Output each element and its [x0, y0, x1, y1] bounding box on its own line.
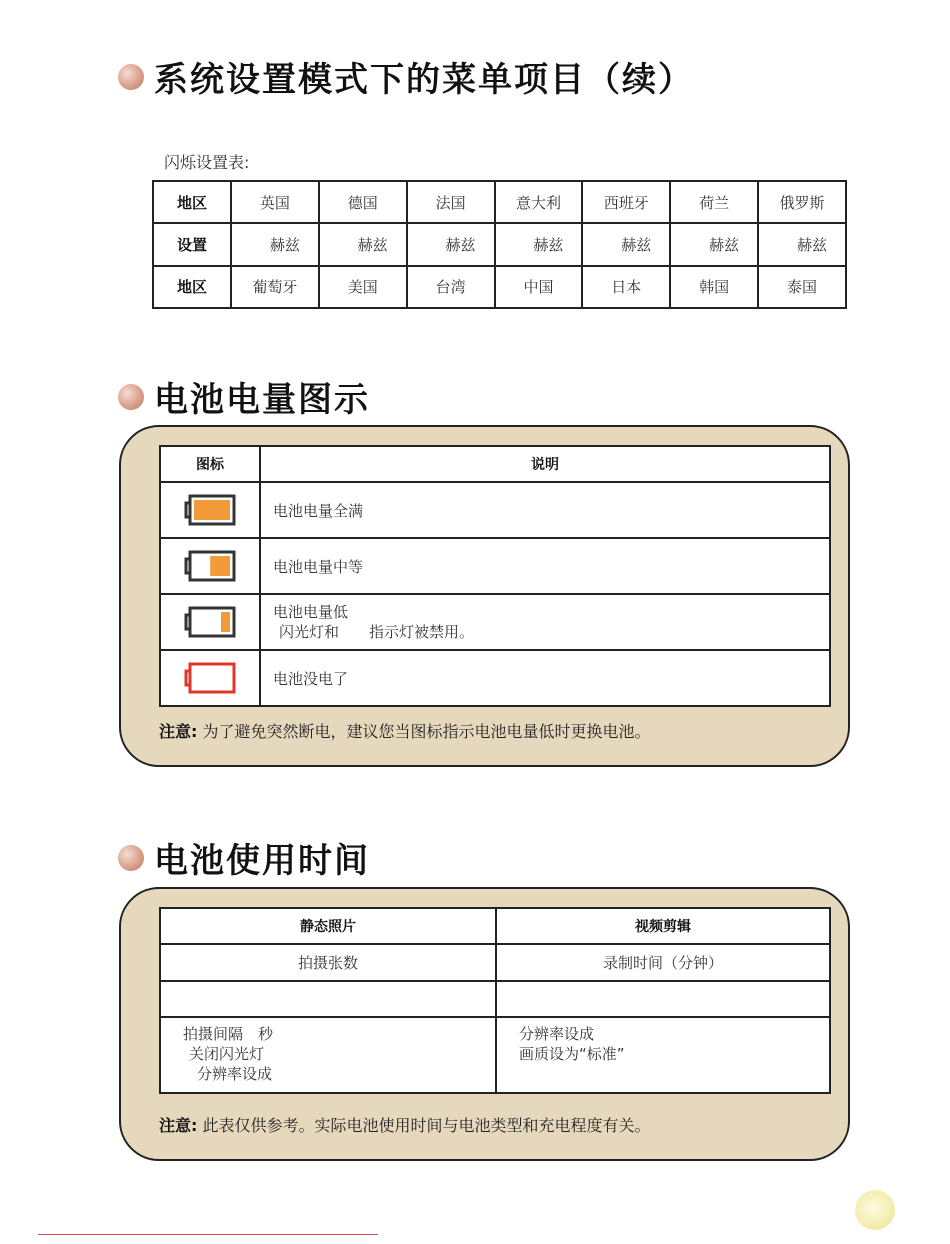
footer-rule: [38, 1234, 378, 1235]
column-header-description: 说明: [260, 446, 830, 482]
icon-cell: [160, 650, 260, 706]
table-cell: 录制时间（分钟）: [496, 944, 830, 981]
flash-table-caption: 闪烁设置表:: [164, 153, 250, 172]
description-subtext: 闪光灯和 指示灯被禁用。: [279, 623, 475, 641]
battery-medium-icon: [184, 550, 236, 582]
page-marker-icon: [855, 1190, 895, 1230]
table-cell: 意大利: [495, 181, 583, 223]
condition-text: 分辨率设成: [519, 1025, 595, 1043]
column-header-icon: 图标: [160, 446, 260, 482]
bullet-icon: [118, 384, 144, 410]
battery-indicator-panel: [119, 425, 850, 767]
table-cell: 葡萄牙: [231, 266, 319, 308]
table-cell: 英国: [231, 181, 319, 223]
table-cell: 日本: [582, 266, 670, 308]
battery-fill: [194, 500, 230, 520]
battery-note: [159, 719, 651, 742]
table-cell: 赫兹: [319, 223, 407, 265]
column-header-photos: 静态照片: [160, 908, 496, 944]
description-text: 电池没电了: [273, 669, 349, 688]
battery-life-note: [159, 1113, 651, 1136]
table-cell: 中国: [495, 266, 583, 308]
table-cell: 泰国: [758, 266, 846, 308]
table-cell-empty: [160, 981, 496, 1017]
battery-life-panel: [119, 887, 850, 1161]
table-cell: 法国: [407, 181, 495, 223]
icon-cell: [160, 482, 260, 538]
section-title-text: 电池使用时间: [154, 841, 370, 881]
description-text: 电池电量中等: [273, 557, 364, 576]
description-cell: [260, 594, 830, 650]
table-cell: 赫兹: [758, 223, 846, 265]
table-row: [160, 981, 830, 1017]
flash-settings-table: [152, 180, 847, 309]
table-cell: 台湾: [407, 266, 495, 308]
icon-cell: [160, 538, 260, 594]
table-cell: 美国: [319, 266, 407, 308]
table-cell: 赫兹: [670, 223, 758, 265]
table-row: [160, 1017, 830, 1093]
table-row: [153, 181, 846, 223]
table-row: [160, 538, 830, 594]
table-row: [153, 223, 846, 265]
section-title-flash: [118, 52, 694, 101]
section-title-text: 电池电量图示: [154, 380, 370, 420]
table-cell: 韩国: [670, 266, 758, 308]
table-cell-empty: [496, 981, 830, 1017]
icon-cell: [160, 594, 260, 650]
table-cell: 赫兹: [407, 223, 495, 265]
battery-empty-icon: [184, 662, 236, 694]
table-cell: 赫兹: [231, 223, 319, 265]
table-cell: 地区: [153, 181, 231, 223]
section-title-battery-life: [118, 833, 370, 882]
table-cell: 俄罗斯: [758, 181, 846, 223]
table-cell: 西班牙: [582, 181, 670, 223]
bullet-icon: [118, 64, 144, 90]
table-cell: 地区: [153, 266, 231, 308]
condition-text: 画质设为“标准”: [519, 1045, 625, 1063]
note-text: 此表仅供参考。实际电池使用时间与电池类型和充电程度有关。: [202, 1116, 651, 1135]
battery-full-icon: [184, 494, 236, 526]
table-row: [160, 944, 830, 981]
table-cell: 荷兰: [670, 181, 758, 223]
conditions-cell: [496, 1017, 830, 1093]
note-text: 为了避免突然断电，建议您当图标指示电池电量低时更换电池。: [202, 722, 651, 741]
table-row: [160, 482, 830, 538]
note-label: 注意:: [159, 722, 198, 741]
table-row: [160, 594, 830, 650]
table-cell: 赫兹: [495, 223, 583, 265]
table-row: [153, 266, 846, 308]
description-cell: [260, 482, 830, 538]
table-cell: 德国: [319, 181, 407, 223]
conditions-cell: [160, 1017, 496, 1093]
battery-fill: [221, 612, 230, 632]
bullet-icon: [118, 845, 144, 871]
condition-text: 拍摄间隔 秒: [183, 1025, 274, 1043]
battery-life-table: [159, 907, 831, 1094]
battery-body: [190, 664, 234, 692]
table-header-row: [160, 908, 830, 944]
note-label: 注意:: [159, 1116, 198, 1135]
condition-text: 分辨率设成: [197, 1065, 273, 1083]
description-cell: [260, 650, 830, 706]
battery-fill: [210, 556, 230, 576]
column-header-video: 视频剪辑: [496, 908, 830, 944]
battery-indicator-table: [159, 445, 831, 707]
description-cell: [260, 538, 830, 594]
table-cell: 拍摄张数: [160, 944, 496, 981]
section-title-battery: [118, 372, 370, 421]
table-cell: 赫兹: [582, 223, 670, 265]
section-title-text: 系统设置模式下的菜单项目（续）: [154, 60, 694, 100]
description-text: 电池电量低: [273, 603, 349, 621]
battery-low-icon: [184, 606, 236, 638]
table-header-row: [160, 446, 830, 482]
condition-text: 关闭闪光灯: [189, 1045, 265, 1063]
table-row: [160, 650, 830, 706]
description-text: 电池电量全满: [273, 501, 364, 520]
table-cell: 设置: [153, 223, 231, 265]
